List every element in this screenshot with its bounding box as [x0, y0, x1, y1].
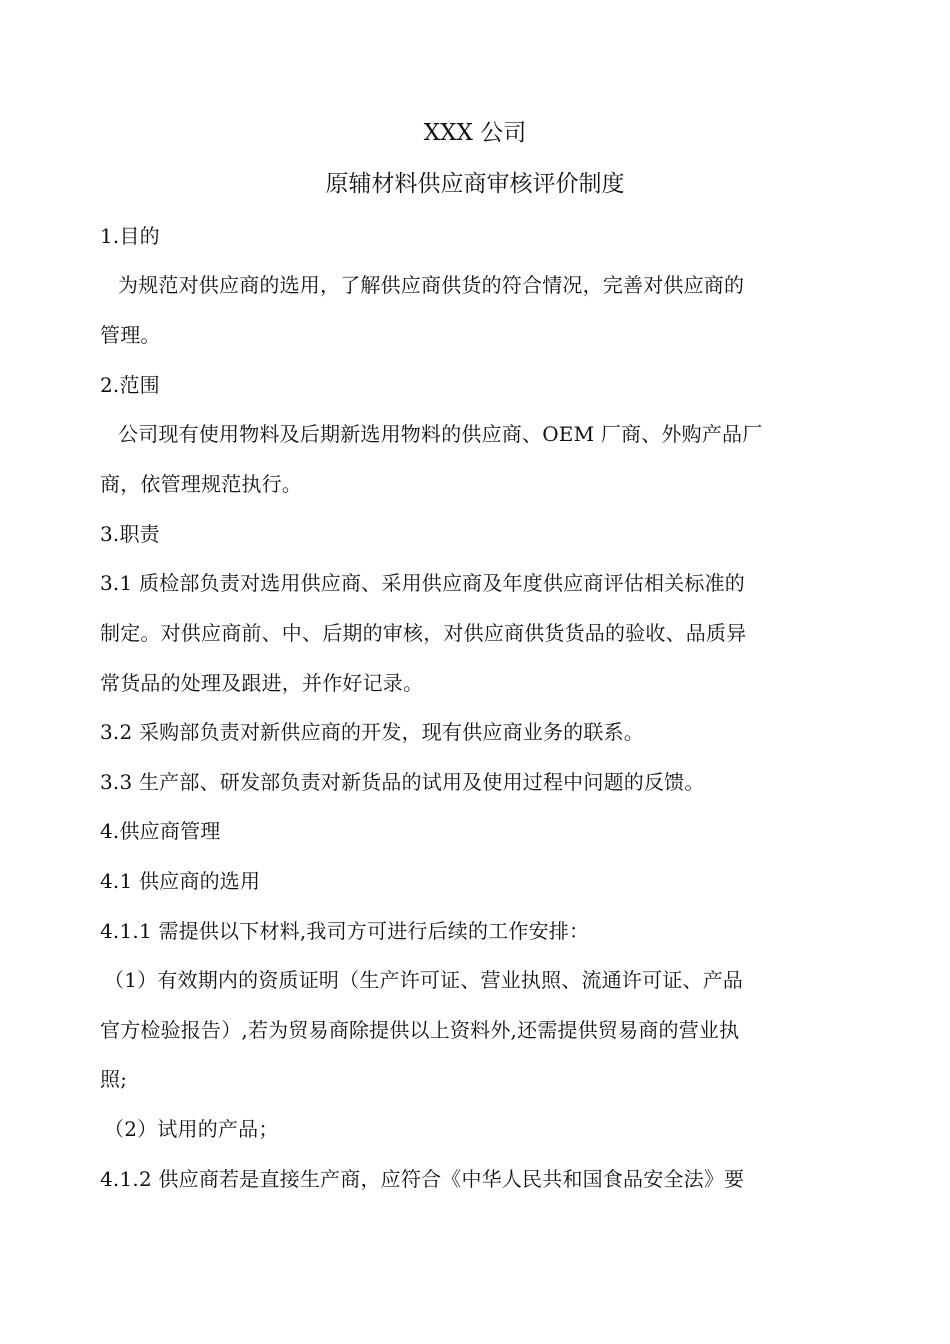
paragraph-line: 3.3 生产部、研发部负责对新货品的试用及使用过程中问题的反馈。	[100, 770, 705, 794]
paragraph-line: 官方检验报告）,若为贸易商除提供以上资料外,还需提供贸易商的营业执	[100, 1018, 740, 1042]
paragraph-line: 3.2 采购部负责对新供应商的开发，现有供应商业务的联系。	[100, 720, 644, 744]
paragraph-line: 公司现有使用物料及后期新选用物料的供应商、OEM 厂商、外购产品厂	[118, 422, 763, 446]
section-heading: 2.范围	[100, 373, 160, 397]
paragraph-line: 4.1.1 需提供以下材料,我司方可进行后续的工作安排：	[100, 919, 590, 943]
section-heading: 3.职责	[100, 522, 160, 546]
paragraph-line: 照;	[100, 1067, 128, 1091]
section-heading: 4.供应商管理	[100, 819, 221, 843]
list-item: （1）有效期内的资质证明（生产许可证、营业执照、流通许可证、产品	[104, 968, 744, 992]
paragraph-line: 管理。	[100, 323, 161, 347]
paragraph-line: 常货品的处理及跟进，并作好记录。	[100, 671, 424, 695]
paragraph-line: 4.1.2 供应商若是直接生产商，应符合《中华人民共和国食品安全法》要	[100, 1167, 745, 1191]
document-title: 原辅材料供应商审核评价制度	[325, 171, 625, 197]
section-heading: 1.目的	[100, 224, 160, 248]
subsection-heading: 4.1 供应商的选用	[100, 869, 261, 893]
paragraph-line: 为规范对供应商的选用，了解供应商供货的符合情况，完善对供应商的	[118, 273, 745, 297]
company-name: XXX 公司	[423, 120, 527, 146]
paragraph-line: 制定。对供应商前、中、后期的审核，对供应商供货货品的验收、品质异	[100, 621, 747, 645]
list-item: （2）试用的产品；	[104, 1117, 279, 1141]
paragraph-line: 3.1 质检部负责对选用供应商、采用供应商及年度供应商评估相关标准的	[100, 571, 745, 595]
paragraph-line: 商，依管理规范执行。	[100, 472, 302, 496]
